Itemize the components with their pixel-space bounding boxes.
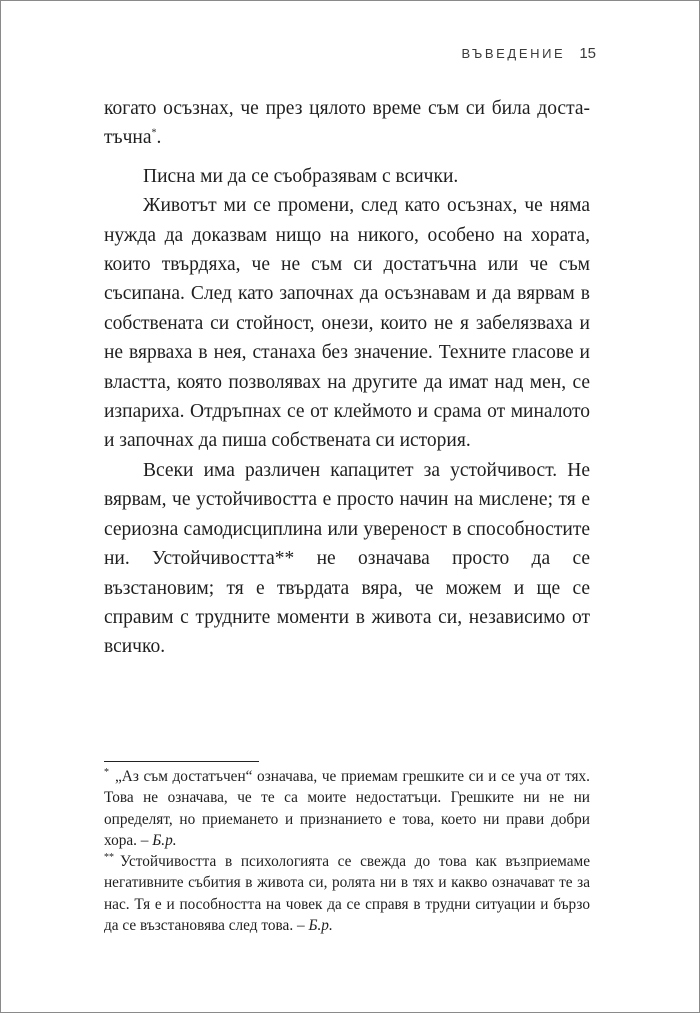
paragraph-1-end: . (156, 127, 162, 149)
footnote-2-text: Устойчивостта в психологията се свежда до това как възприемаме негативните събития в живота си, ролята ни в тях и какво означават те за нас. Тя е и пособността на човек да се справя в трудни ситуации и бързо да се възстановява след това. – (104, 853, 590, 935)
paragraph-4: Всеки има различен капацитет за устойчивост. Не вярвам, че устойчивостта е просто начин на мислене; тя е сериозна самодисциплина или увереност в способностите ни. Устойчивостта** не означава просто да се възстановим; тя е твърдата вяра, че можем и ще се справим с трудните моменти в живота си, независимо от всичко. (104, 459, 590, 658)
paragraph-2: Писна ми да се съобразявам с всички. (143, 165, 459, 187)
footnote-2-mark: ** (104, 852, 114, 864)
page-number: 15 (579, 45, 596, 62)
footnote-1-mark: * (104, 766, 109, 778)
paragraph-3: Животът ми се промени, след като осъзнах, че няма нужда да доказвам нищо на никого, особено на хората, които твърдяха, че не съм си достатъчна или че съм съсипана. След като започнах да осъзнавам и да вярвам в собствената си стойност, онези, които не я забелязваха и не вярваха в нея, станаха без значение. Техните гласове и властта, която позволявах на другите да имат над мен, се изпариха. Отдръпнах се от клеймото и срама от миналото и започнах да пиша собствената си история. (104, 195, 590, 452)
paragraph-1 (104, 94, 590, 153)
footnotes (104, 766, 590, 936)
footnote-2 (104, 851, 590, 936)
body-text (104, 94, 590, 662)
footnote-1-text: „Аз съм достатъчен“ означава, че приемам грешките си и се уча от тях. Това не означава, че те са моите недостатъци. Грешките ни не ни определят, но приемането и признанието е това, което ни прави добри хора. – (104, 768, 590, 849)
footnote-2-credit: Б.р. (308, 917, 333, 935)
footnote-rule (104, 761, 259, 762)
footnote-1-credit: Б.р. (152, 831, 177, 849)
footnote-1 (104, 766, 590, 851)
running-header (461, 45, 596, 62)
paragraph-1-text: когато осъзнах, че през цялото време съм си била доста-тъчна (104, 98, 590, 149)
running-head-title: ВЪВЕДЕНИЕ (461, 46, 566, 61)
footnote-ref-1: * (151, 127, 157, 139)
